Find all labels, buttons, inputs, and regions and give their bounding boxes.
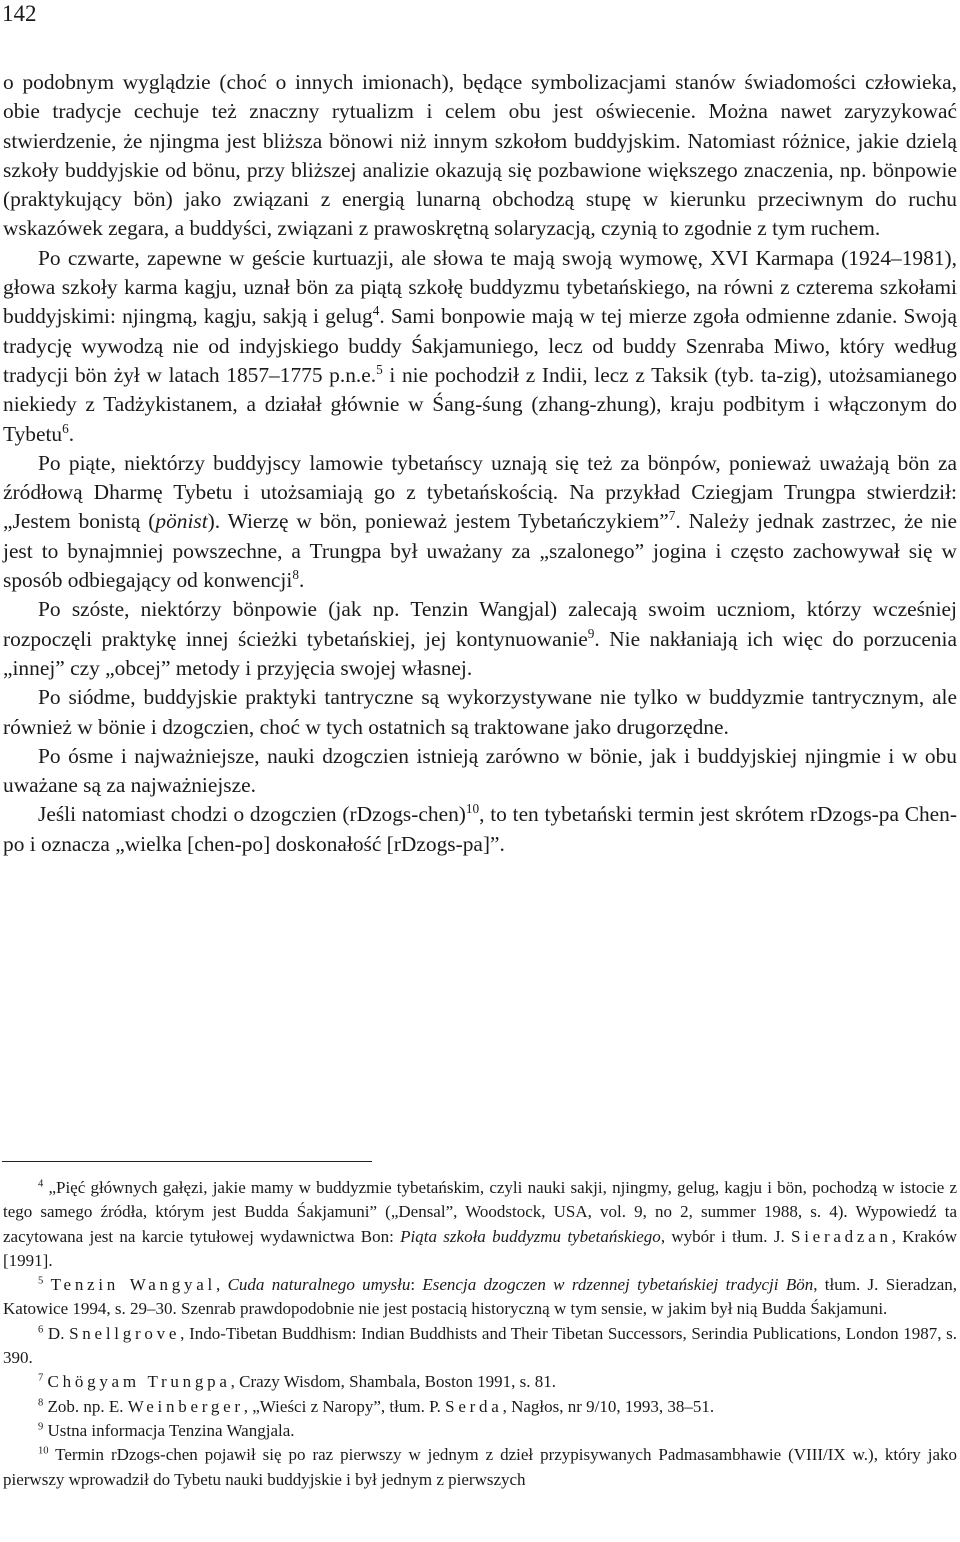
author-name: Tenzin Wangyal — [50, 1275, 216, 1295]
footnote-ref: 6 — [62, 420, 69, 436]
text-run: Termin rDzogs-chen pojawił się po raz pierwszy w jednym z dzieł przypisywanych Padmasambhawie (VIII/IX w.), który jako pierwszy wprowadził do Tybetu nauki buddyjskie i był jednym z pierwszych — [3, 1445, 957, 1489]
text-run: o podobnym wyglądzie (choć o innych imionach), będące symbolizacjami stanów świadomości człowieka, obie tradycje cechuje też znaczny rytualizm i celem obu jest oświecenie. Można nawet zaryzykować stwierdzenie, że njingma jest bliższa bönowi niż innym szkołom buddyjskim. Natomiast różnice, jakie dzielą szkoły buddyjskie od bönu, przy bliższej analizie okazują się pozbawione większego znaczenia, np. bönpowie (praktykujący bön) jako związani z energią lunarną obchodzą stupę w kierunku przeciwnym do ruchu wskazówek zegara, a buddyści, związani z prawoskrętną solaryzacją, czynią to zgodnie z tym ruchem. — [3, 70, 957, 241]
page-number: 142 — [2, 1, 37, 26]
author-name: Chögyam Trungpa — [47, 1372, 231, 1392]
footnote-ref: 7 — [668, 508, 676, 524]
paragraph — [3, 244, 957, 449]
italic-text: Esencja dzogczen w rdzennej tybetańskiej tradycji Bön — [422, 1275, 814, 1295]
text-run: ). Wierzę w bön, ponieważ jestem Tybetańczykiem” — [207, 509, 669, 534]
footnote — [3, 1322, 957, 1371]
paragraph — [3, 742, 957, 801]
text-run — [43, 1275, 50, 1294]
text-run: , „Wieści z Naropy”, tłum. P. — [243, 1396, 446, 1416]
text-run: Po szóste, niektórzy bönpowie (jak np. Tenzin Wangjal) zalecają swoim uczniom, którzy wcześniej rozpoczęli praktykę innej ścieżki tybetańskiej, jej kontynuowanie — [3, 597, 957, 651]
text-run: , Crazy Wisdom, Shambala, Boston 1991, s. 81. — [230, 1372, 556, 1392]
text-run: , Kraków [1991]. — [3, 1226, 957, 1270]
footnote — [3, 1273, 957, 1322]
paragraph — [3, 800, 957, 859]
footnote-separator — [2, 1161, 372, 1162]
text-run: , to ten tybetański termin jest skrótem rDzogs-pa Chen-po i oznacza „wielka [chen-po] doskonałość [rDzogs-pa]”. — [3, 802, 957, 856]
footnote-number: 10 — [38, 1445, 49, 1457]
text-run: Ustna informacja Tenzina Wangjala. — [43, 1420, 295, 1440]
text-run: Po ósme i najważniejsze, nauki dzogczien istnieją zarówno w bönie, jak i buddyjskiej njingmie i w obu uważane są za najważniejsze. — [3, 743, 957, 798]
text-run: , tłum. J. Sieradzan, Katowice 1994, s. 29–30. Szenrab prawdopodobnie nie jest postacią historyczną w tym sensie, w jakim był nią Budda Śakjamuni. — [3, 1275, 957, 1319]
footnote-ref: 8 — [292, 566, 299, 582]
footnote — [3, 1443, 957, 1492]
paragraph — [3, 595, 957, 683]
footnote — [3, 1176, 957, 1273]
footnote — [3, 1370, 957, 1394]
footnote-number: 7 — [38, 1372, 44, 1384]
footnote-ref: 10 — [465, 801, 480, 817]
author-name: Sieradzan — [791, 1226, 892, 1246]
text-run: . — [298, 568, 305, 593]
text-run: i nie pochodził z Indii, lecz z Taksik (tyb. ta-zig), utożsamianego niekiedy z Tadżykistanem, a działał głównie w Śang-śung (zhang-zhung), kraju podbitym i włączonym do Tybetu — [3, 362, 957, 446]
text-run: Po piąte, niektórzy buddyjscy lamowie tybetańscy uznają się też za bönpów, ponieważ uważają bön za źródłową Dharmę Tybetu i utożsamiają go z tybetańskością. Na przykład Cziegjam Trungpa stwierdził: „Jestem bonistą ( — [3, 450, 957, 534]
text-run: . — [68, 421, 75, 446]
italic-text: Piąta szkoła buddyzmu tybetańskiego — [400, 1226, 661, 1246]
text-run: Po czwarte, zapewne w geście kurtuazji, ale słowa te mają swoją wymowę, XVI Karmapa (1924–1981), głowa szkoły karma kagju, uznał bön za piątą szkołę buddyzmu tybetańskiego, na równi z czterema szkołami buddyjskimi: njingmą, kagju, sakją i gelug — [3, 245, 957, 329]
footnote — [3, 1395, 957, 1419]
text-run: . Nie nakłaniają ich więc do porzucenia „innej” czy „obcej” metody i przyjęcia swojej własnej. — [3, 626, 957, 680]
text-run: Po siódme, buddyjskie praktyki tantryczne są wykorzystywane nie tylko w buddyzmie tantrycznym, ale również w bönie i dzogczien, choć w tych ostatnich są traktowane jako drugorzędne. — [3, 685, 957, 739]
text-run: , Indo-Tibetan Buddhism: Indian Buddhists and Their Tibetan Successors, Serindia Publications, London 1987, s. 390. — [3, 1323, 958, 1368]
footnote-ref: 4 — [372, 303, 380, 319]
footnote-number: 5 — [38, 1275, 44, 1287]
text-run: „Pięć głównych gałęzi, jakie mamy w buddyzmie tybetańskim, czyli nauki sakji, njingmy, gelug, kagju i bön, pochodzą w istocie z tego samego źródła, którym jest Budda Śakjamuni” („Densal”, Woodstock, USA, vol. 9, no 2, summer 1988, s. 4). Wypowiedź ta zacytowana jest na karcie tytułowej wydawnictwa Bon: — [3, 1178, 957, 1246]
footnote-ref: 5 — [376, 361, 383, 377]
paragraph — [3, 449, 957, 595]
footnote-ref: 9 — [587, 625, 595, 641]
text-run: . Należy jednak zastrzec, że nie jest to bynajmniej powszechne, a Trungpa był uważany za „szalonego” jogina i często zachowywał się w sposób odbiegający od konwencji — [3, 509, 957, 593]
author-name: Serda — [445, 1396, 503, 1416]
author-name: Weinberger — [127, 1396, 244, 1416]
footnote-number: 8 — [38, 1397, 44, 1409]
text-run: . Sami bonpowie mają w tej mierze zgoła odmienne zdanie. Swoją tradycję wywodzą nie od indyjskiego buddy Śakjamuniego, lecz od buddy Szenraba Miwo, który według tradycji bön żył w latach 1857–1775 p.n.e. — [3, 304, 957, 387]
body-text — [3, 68, 957, 859]
author-name: Snellgrove — [69, 1323, 181, 1343]
text-run: Zob. np. E. — [43, 1396, 128, 1416]
italic-text: Cuda naturalnego umysłu — [227, 1275, 411, 1295]
text-run: : — [410, 1275, 423, 1295]
footnotes — [3, 1176, 957, 1492]
text-run: , Nagłos, nr 9/10, 1993, 38–51. — [502, 1396, 715, 1416]
text-run: D. — [43, 1323, 70, 1343]
text-run: Jeśli natomiast chodzi o dzogczien (rDzogs-chen) — [38, 802, 466, 827]
footnote-number: 9 — [38, 1421, 44, 1433]
italic-text: pönist — [155, 509, 208, 534]
paragraph — [3, 683, 957, 742]
footnote-number: 4 — [38, 1178, 44, 1190]
footnote — [3, 1419, 957, 1443]
paragraph — [3, 68, 957, 244]
text-run: , — [215, 1275, 228, 1295]
footnote-number: 6 — [38, 1324, 44, 1336]
text-run: , wybór i tłum. J. — [660, 1226, 791, 1246]
